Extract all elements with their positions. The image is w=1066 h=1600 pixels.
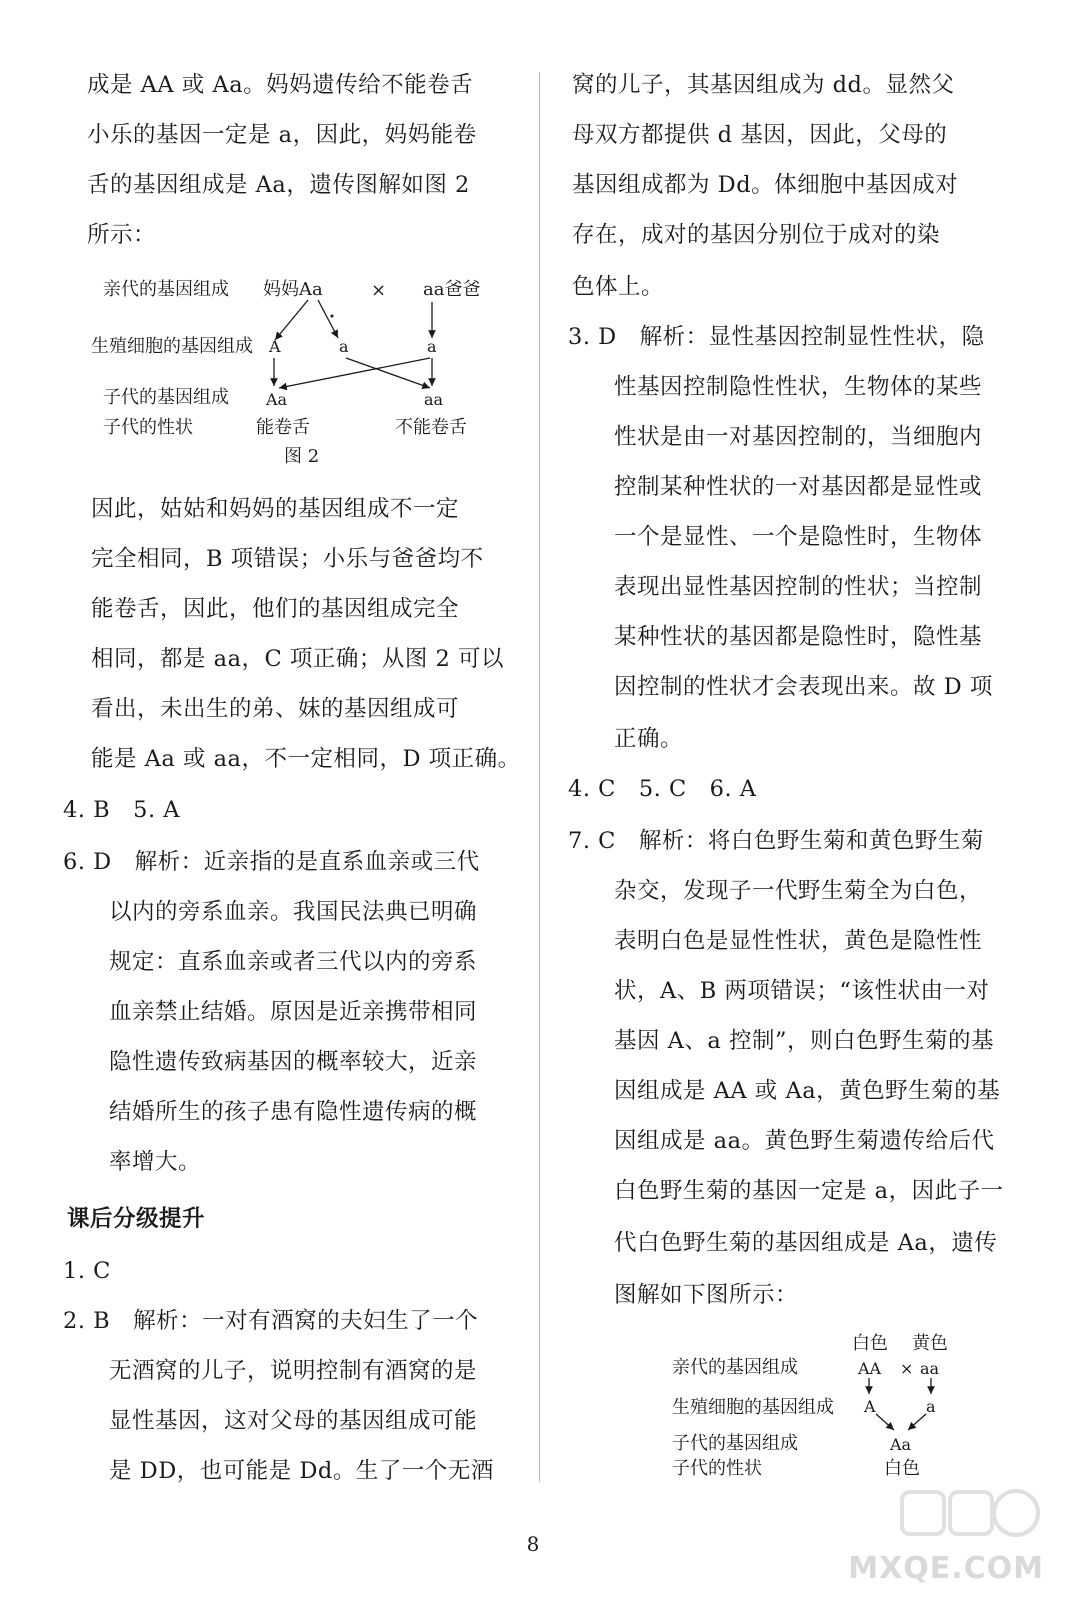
text-line: 某种性状的基因都是隐性时，隐性基	[568, 624, 983, 650]
text-line: 基因组成都为 Dd。体细胞中基因成对	[572, 172, 959, 198]
answer-line: 3. D 解析：显性基因控制显性性状，隐	[568, 324, 985, 350]
text-line: 状，A、B 两项错误；“该性状由一对	[568, 978, 990, 1004]
arrow	[346, 358, 430, 388]
cross-symbol: ×	[371, 280, 387, 301]
parent-label-white: 白色	[852, 1333, 888, 1354]
text-line: 舌的基因组成是 Aa，遗传图解如图 2	[87, 172, 470, 198]
father-genotype: aa爸爸	[423, 279, 481, 300]
text-line: 表现出显性基因控制的性状；当控制	[568, 574, 983, 600]
answer-line: 2. B 解析：一对有酒窝的夫妇生了一个	[63, 1308, 479, 1334]
text-line: 因组成是 aa。黄色野生菊遗传给后代	[568, 1128, 995, 1154]
text-line: 相同，都是 aa，C 项正确；从图 2 可以	[91, 646, 504, 672]
gamete-a: a	[427, 337, 437, 356]
gamete-a: a	[926, 1397, 936, 1416]
figure-caption: 图 2	[284, 446, 320, 467]
column-divider	[539, 72, 540, 1482]
answer-line: 6. D 解析：近亲指的是直系血亲或三代	[63, 849, 480, 875]
text-line: 率增大。	[63, 1149, 202, 1175]
trait-can-roll: 能卷舌	[256, 417, 310, 438]
answer-line: 4. C 5. C 6. A	[568, 776, 757, 802]
text-line: 因控制的性状才会表现出来。故 D 项	[568, 674, 993, 700]
text-line: 母双方都提供 d 基因，因此，父母的	[572, 122, 948, 148]
arrow	[876, 1414, 894, 1430]
text-line: 所示：	[87, 222, 157, 248]
row-label-trait: 子代的性状	[103, 417, 193, 438]
text-line: 因组成是 AA 或 Aa，黄色野生菊的基	[568, 1078, 1001, 1104]
text-line: 性基因控制隐性性状，生物体的某些	[568, 374, 983, 400]
text-line: 杂交，发现子一代野生菊全为白色，	[568, 878, 983, 904]
row-label-trait: 子代的性状	[672, 1458, 762, 1479]
text-line: 正确。	[568, 726, 684, 752]
offspring-Aa: Aa	[890, 1435, 912, 1454]
row-label-gamete: 生殖细胞的基因组成	[91, 336, 253, 357]
text-line: 是 DD，也可能是 Dd。生了一个无酒	[63, 1458, 494, 1484]
mother-genotype: 妈妈Aa	[263, 279, 323, 300]
text-line: 代白色野生菊的基因组成是 Aa，遗传	[568, 1230, 998, 1256]
watermark-text: MXQE.COM	[848, 1551, 1044, 1586]
arrow	[279, 358, 430, 388]
gamete-A: A	[864, 1397, 876, 1416]
gamete-A: A	[269, 337, 281, 356]
text-line: 一个是显性、一个是隐性时，生物体	[568, 524, 983, 550]
row-label-parent: 亲代的基因组成	[672, 1357, 798, 1378]
offspring-trait-white: 白色	[884, 1458, 920, 1479]
text-line: 以内的旁系血亲。我国民法典已明确	[63, 899, 478, 925]
text-line: 控制某种性状的一对基因都是显性或	[568, 474, 983, 500]
answer-line: 1. C	[63, 1258, 111, 1284]
watermark-logo	[844, 1486, 1044, 1586]
parent-label-yellow: 黄色	[912, 1333, 948, 1354]
page-number: 8	[526, 1532, 540, 1556]
gamete-a: a	[339, 337, 349, 356]
row-label-offspring: 子代的基因组成	[103, 387, 229, 408]
cross-symbol: ×	[900, 1359, 914, 1378]
text-line: 看出，未出生的弟、妹的基因组成可	[91, 696, 460, 722]
text-line: 显性基因，这对父母的基因组成可能	[63, 1408, 478, 1434]
text-line: 隐性遗传致病基因的概率较大，近亲	[63, 1049, 478, 1075]
figure-2-genetic-diagram	[63, 270, 533, 470]
text-line: 成是 AA 或 Aa。妈妈遗传给不能卷舌	[87, 72, 474, 98]
text-line: 无酒窝的儿子，说明控制有酒窝的是	[63, 1358, 478, 1384]
text-line: 能是 Aa 或 aa，不一定相同，D 项正确。	[91, 746, 521, 772]
figure-3-genetic-diagram	[668, 1330, 1028, 1490]
text-line: 完全相同，B 项错误；小乐与爸爸均不	[91, 546, 484, 572]
text-line: 图解如下图所示：	[568, 1282, 799, 1308]
row-label-gamete: 生殖细胞的基因组成	[672, 1397, 834, 1418]
offspring-Aa: Aa	[266, 390, 288, 409]
parent-genotype-aa: aa	[920, 1359, 940, 1378]
answer-line: 7. C 解析：将白色野生菊和黄色野生菊	[568, 828, 984, 854]
text-line: 存在，成对的基因分别位于成对的染	[572, 222, 941, 248]
text-line: 规定：直系血亲或者三代以内的旁系	[63, 949, 478, 975]
parent-genotype-AA: AA	[858, 1359, 882, 1378]
answer-line: 4. B 5. A	[63, 797, 181, 823]
text-line: 基因 A、a 控制”，则白色野生菊的基	[568, 1028, 994, 1054]
section-heading: 课后分级提升	[67, 1206, 206, 1232]
text-line: 表明白色是显性性状，黄色是隐性性	[568, 928, 983, 954]
text-line: 血亲禁止结婚。原因是近亲携带相同	[63, 999, 478, 1025]
trait-cannot-roll: 不能卷舌	[395, 417, 467, 438]
arrow	[908, 1414, 926, 1430]
offspring-aa: aa	[424, 390, 444, 409]
text-line: 小乐的基因一定是 a，因此，妈妈能卷	[87, 122, 477, 148]
text-line: 结婚所生的孩子患有隐性遗传病的概	[63, 1099, 478, 1125]
text-line: 性状是由一对基因控制的，当细胞内	[568, 424, 983, 450]
text-line: 窝的儿子，其基因组成为 dd。显然父	[572, 72, 955, 98]
text-line: 能卷舌，因此，他们的基因组成完全	[91, 596, 460, 622]
text-line: 白色野生菊的基因一定是 a，因此子一	[568, 1178, 1004, 1204]
arrow	[318, 300, 338, 338]
dot-mark	[331, 315, 334, 318]
text-line: 色体上。	[572, 274, 665, 300]
row-label-parent: 亲代的基因组成	[103, 279, 229, 300]
row-label-offspring: 子代的基因组成	[672, 1433, 798, 1454]
arrow	[275, 300, 308, 340]
text-line: 因此，姑姑和妈妈的基因组成不一定	[91, 496, 460, 522]
